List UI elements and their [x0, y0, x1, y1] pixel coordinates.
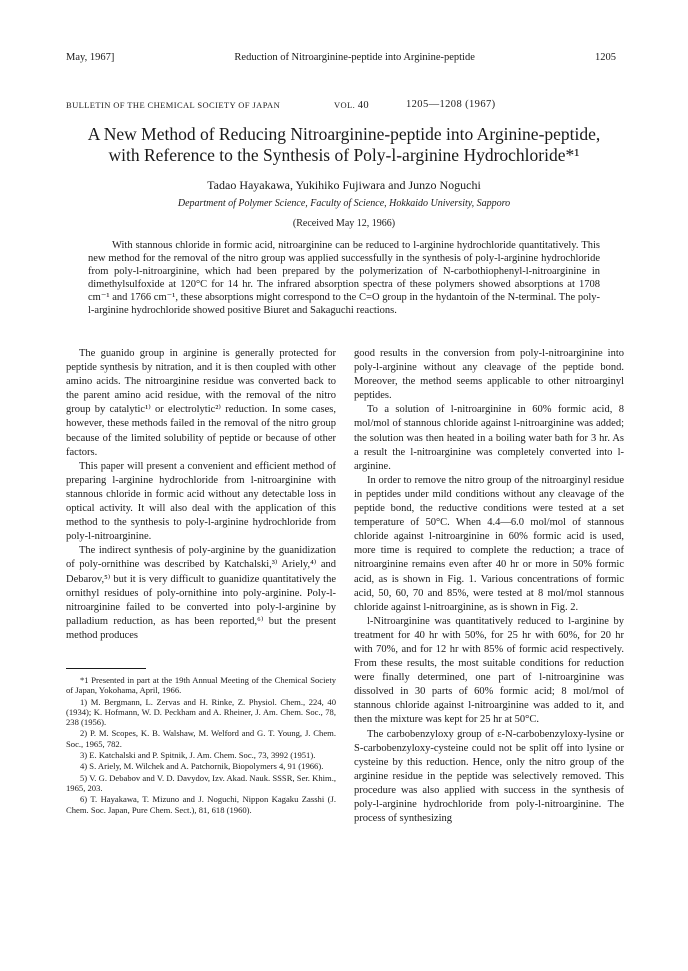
footnotes: [66, 675, 336, 816]
body-paragraph: In order to remove the nitro group of the nitroarginyl residue in peptides under mild conditions without any cleavage of the peptide bond, the reductive conditions were tested at a set temperature of 50°C. When 4.4—6.0 mol/mol of stannous chloride against l-nitroarginine in 60% formic acid is used, more time is required to complete the reduction; a trace of nitroarginine remains even after 40 hr or more in 50% formic acid, as is shown in Fig. 1. Various concentrations of formic acid, 50, 60, 70 and 85%, were tested at 8 mol/mol stannous chloride against l-nitroarginine, as is shown in Fig. 2.: [354, 474, 624, 613]
volume-number: 40: [357, 100, 370, 111]
body-paragraph: To a solution of l-nitroarginine in 60% formic acid, 8 mol/mol of stannous chloride against l-nitroarginine was added; the solution was then heated in a boiling water bath for 3 hr. As a result the l-nitroarginine was completely converted into l-arginine.: [354, 404, 624, 472]
footnote: 3) E. Katchalski and P. Spitnik, J. Am. Chem. Soc., 73, 3992 (1951).: [80, 750, 316, 761]
title-line-1: A New Method of Reducing Nitroarginine-peptide into Arginine-peptide,: [87, 124, 601, 144]
right-column: [354, 347, 624, 826]
journal-volume: [334, 100, 369, 111]
running-head: [66, 52, 616, 63]
running-head-date: May, 1967]: [66, 52, 115, 63]
title-line-2: with Reference to the Synthesis of Poly-l-arginine Hydrochloride*¹: [108, 145, 580, 165]
footnote: 1) M. Bergmann, L. Zervas and H. Rinke, Z. Physiol. Chem., 224, 40 (1934); K. Hofmann, W. D. Peckham and A. Rheiner, J. Am. Chem. Soc., 78, 238 (1956).: [66, 696, 336, 728]
journal-line: [66, 100, 622, 110]
running-head-title: Reduction of Nitroarginine-peptide into Arginine-peptide: [234, 52, 475, 63]
body-paragraph: This paper will present a convenient and efficient method of preparing l-arginine hydrochloride from l-nitroarginine with stannous chloride in formic acid without any detectable loss in optical activity. It will also deal with the application of this method to the synthesis to poly-l-arginine hydrochloride from poly-l-nitroarginine.: [66, 460, 336, 543]
paper-title: [40, 124, 648, 166]
body-paragraph: The indirect synthesis of poly-arginine by the guanidization of poly-ornithine was described by Katchalski,³⁾ Ariely,⁴⁾ and Debarov,⁵⁾ but it is very difficult to guanidize quantitatively the ornithyl residues of poly-ornithine into poly-arginine. Poly-l-nitroarginine failed to be converted into poly-l-arginine by palladium reduction, as has been reported,⁶⁾ but the present method produces: [66, 545, 336, 641]
body-paragraph: The carbobenzyloxy group of ε-N-carbobenzyloxy-lysine or S-carbobenzyloxy-cysteine could not be split off into lysine or cysteine by this reduction. Hence, only the nitro group of the arginine residue in the peptide was selectively removed. This procedure was also applied with success in the synthesis of poly-l-arginine hydrochloride from poly-l-nitroarginine. The process of synthesizing: [354, 728, 624, 825]
body-paragraph: good results in the conversion from poly-l-nitroarginine into poly-l-arginine without any cleavage of the peptide bond. Moreover, the method seems applicable to other nitroarginyl peptides.: [354, 348, 624, 402]
affiliation: Department of Polymer Science, Faculty of Science, Hokkaido University, Sapporo: [177, 198, 511, 209]
received-date: (Received May 12, 1966): [292, 218, 396, 229]
authors: Tadao Hayakawa, Yukihiko Fujiwara and Junzo Noguchi: [207, 178, 481, 192]
journal-name: BULLETIN OF THE CHEMICAL SOCIETY OF JAPAN: [66, 100, 281, 110]
left-column: [66, 347, 336, 643]
footnote: 6) T. Hayakawa, T. Mizuno and J. Noguchi, Nippon Kagaku Zasshi (J. Chem. Soc. Japan, Pure Chem. Sect.), 81, 618 (1960).: [66, 794, 336, 815]
page-number: 1205: [594, 52, 616, 63]
footnote-rule: [66, 668, 146, 669]
footnote: 2) P. M. Scopes, K. B. Walshaw, M. Welford and G. T. Young, J. Chem. Soc., 1965, 782.: [66, 728, 336, 749]
footnote: 5) V. G. Debabov and V. D. Davydov, Izv. Akad. Nauk. SSSR, Ser. Khim., 1965, 203.: [66, 772, 336, 793]
abstract: With stannous chloride in formic acid, nitroarginine can be reduced to l-arginine hydrochloride quantitatively. This new method for the removal of the nitro group was applied successfully in the synthesis of poly-l-arginine hydrochloride from poly-l-nitroarginine, which had been prepared by the polymerization of N-carbothiophenyl-l-nitroarginine in dimethylsulfoxide at 120°C for 14 hr. The infrared absorption spectra of these polymers showed absorptions at 1708 cm⁻¹ and 1766 cm⁻¹, these absorptions might correspond to the C=O group in the hydantoin of the N-terminal. The poly-l-arginine hydrochloride showed positive Biuret and Sakaguchi reactions.: [88, 240, 600, 316]
footnote: 4) S. Ariely, M. Wilchek and A. Patchornik, Biopolymers 4, 91 (1966).: [80, 761, 324, 772]
volume-label: VOL.: [334, 100, 356, 110]
body-paragraph: The guanido group in arginine is generally protected for peptide synthesis by nitration, and it is then coupled with other amino acids. The nitroarginine residue was converted back to the parent amino acid residue, with the removal of the nitro group by catalytic¹⁾ or electrolytic²⁾ reduction. In some cases, however, these methods failed in the removal of the nitro group because of the limited solubility of peptide or because of other factors.: [66, 348, 336, 458]
body-paragraph: l-Nitroarginine was quantitatively reduced to l-arginine by treatment for 40 hr with 50%, for 25 hr with 60%, for 20 hr with 70%, and for 12 hr with 85% of formic acid respectively. From these results, the most suitable conditions for reduction were finally determined, one part of l-nitroarginine was dissolved in 30 parts of 60% formic acid; 8 mol/mol of stannous chloride against l-nitroarginine was added to it, and then the mixture was kept for 25 hr at 50°C.: [354, 615, 624, 726]
journal-pages: 1205—1208 (1967): [406, 99, 496, 110]
footnote: *1 Presented in part at the 19th Annual Meeting of the Chemical Society of Japan, Yokohama, April, 1966.: [66, 675, 336, 696]
